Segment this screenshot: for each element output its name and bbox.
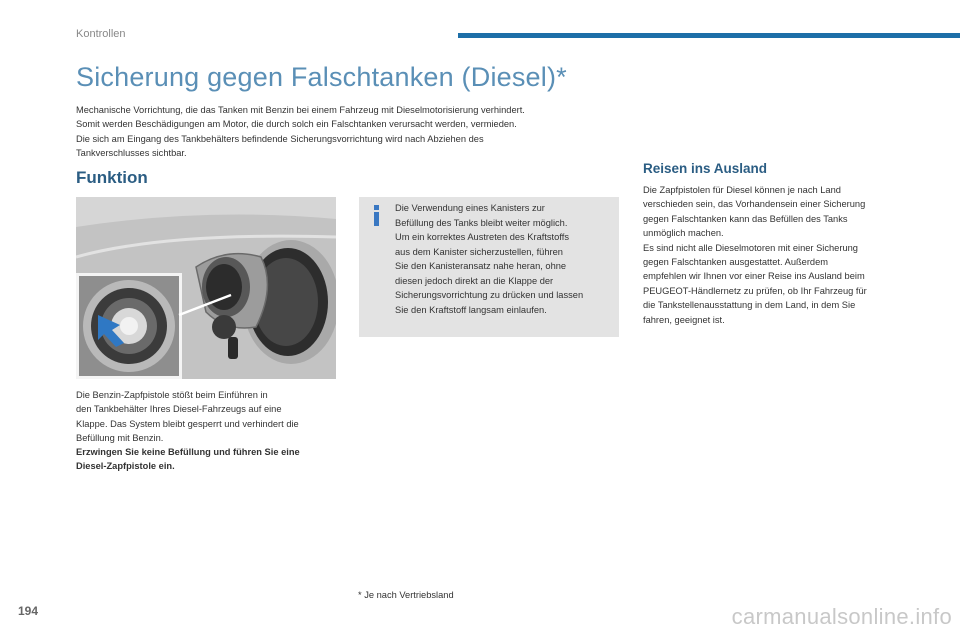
reisen-line: die Tankstellenausstattung in dem Land, in dem Sie: [643, 300, 856, 311]
funktion-heading: Funktion: [76, 168, 148, 187]
info-line: Sie den Kraftstoff langsam einlaufen.: [395, 304, 547, 315]
reisen-line: gegen Falschtanken kann das Befüllen des Tanks: [643, 213, 848, 224]
info-line: Befüllung des Tanks bleibt weiter möglich.: [395, 217, 568, 228]
info-line: aus dem Kanister sicherzustellen, führen: [395, 246, 563, 257]
caption-line: Befüllung mit Benzin.: [76, 432, 164, 443]
info-icon: [371, 205, 382, 225]
reisen-line: gegen Falschtanken ausgestattet. Außerdem: [643, 257, 829, 268]
intro-line: Tankverschlusses sichtbar.: [76, 147, 187, 158]
reisen-line: Es sind nicht alle Dieselmotoren mit einer Sicherung: [643, 242, 858, 253]
section-label: Kontrollen: [76, 28, 126, 40]
reisen-line: PEUGEOT-Händlernetz zu prüfen, ob Ihr Fahrzeug für: [643, 285, 867, 296]
intro-paragraph: [76, 103, 616, 160]
reisen-line: Die Zapfpistolen für Diesel können je nach Land: [643, 185, 841, 195]
fuel-filler-illustration-svg: [76, 197, 336, 379]
intro-line: Die sich am Eingang des Tankbehälters befindende Sicherungsvorrichtung wird nach Abziehen des: [76, 133, 484, 144]
caption-warning-line: Diesel-Zapfpistole ein.: [76, 461, 175, 472]
reisen-line: fahren, geeignet ist.: [643, 314, 725, 325]
footnote: * Je nach Vertriebsland: [358, 590, 454, 600]
page-number: 194: [18, 604, 39, 618]
figure-caption: [76, 388, 341, 474]
caption-line: Die Benzin-Zapfpistole stößt beim Einführen in: [76, 390, 268, 400]
reisen-paragraph: [643, 183, 908, 327]
caption-line: Klappe. Das System bleibt gesperrt und verhindert die: [76, 418, 299, 429]
caption-warning-line: Erzwingen Sie keine Befüllung und führen Sie eine: [76, 447, 300, 458]
fuel-filler-illustration: [76, 197, 336, 379]
info-line: Um ein korrektes Austreten des Kraftstoffs: [395, 232, 569, 242]
info-line: Sie den Kanisteransatz nahe heran, ohne: [395, 261, 567, 271]
page-title: Sicherung gegen Falschtanken (Diesel)*: [76, 62, 567, 92]
info-box: [359, 197, 619, 337]
watermark: carmanualsonline.info: [731, 604, 952, 629]
info-text: [395, 201, 615, 317]
reisen-line: verschieden sein, das Vorhandensein einer Sicherung: [643, 199, 866, 210]
info-line: Die Verwendung eines Kanisters zur: [395, 203, 545, 213]
intro-line: Mechanische Vorrichtung, die das Tanken mit Benzin bei einem Fahrzeug mit Dieselmotorisierung verhindert.: [76, 105, 525, 115]
intro-line: Somit werden Beschädigungen am Motor, die durch solch ein Falschtanken verursacht werden, vermieden.: [76, 119, 517, 130]
info-line: diesen jedoch direkt an die Klappe der: [395, 275, 554, 286]
reisen-heading: Reisen ins Ausland: [643, 161, 768, 176]
info-line: Sicherungsvorrichtung zu drücken und lassen: [395, 290, 584, 300]
reisen-line: empfehlen wir Ihnen vor einer Reise ins Ausland beim: [643, 271, 865, 282]
reisen-line: unmöglich machen.: [643, 228, 724, 239]
header-accent-bar: [458, 33, 960, 38]
caption-line: den Tankbehälter Ihres Diesel-Fahrzeugs auf eine: [76, 404, 282, 415]
